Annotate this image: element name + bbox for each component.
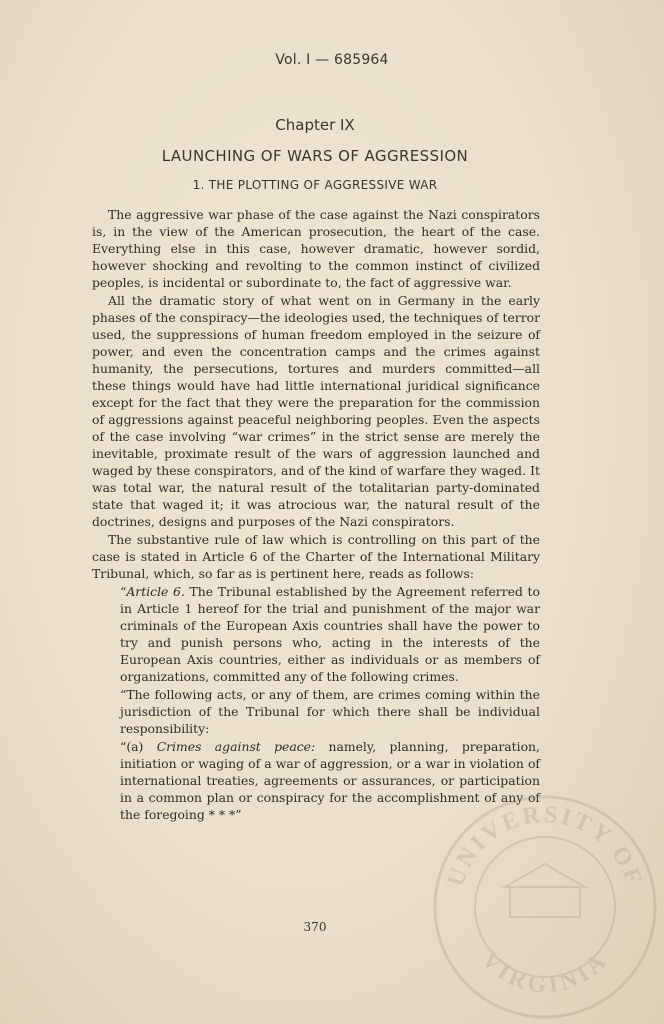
section-title: 1. THE PLOTTING OF AGGRESSIVE WAR: [192, 178, 438, 192]
charter-quote: [120, 583, 540, 823]
chapter-title: LAUNCHING OF WARS OF AGGRESSION: [161, 147, 469, 165]
volume-header: Vol. I — 685964: [275, 52, 389, 68]
seal-bottom-text: VIRGINIA: [476, 946, 614, 999]
seal-top-text: UNIVERSITY OF: [442, 801, 648, 890]
quote-text: The Tribunal established by the Agreement referred to in Article 1 hereof for the trial and punishment of the major war criminals of the European Axis countries shall have the power to try and punish persons who, acting in the interests of the European Axis countries, either as individuals or as members of organizations, committed any of the following crimes.: [120, 584, 540, 684]
svg-text:VIRGINIA: [476, 946, 614, 998]
body-text: [92, 206, 540, 824]
quote-paragraph: “The following acts, or any of them, are crimes coming within the jurisdiction of the Tribunal for which there shall be individual responsibility:: [120, 687, 540, 736]
paragraph: The aggressive war phase of the case against the Nazi conspirators is, in the view of the American prosecution, the heart of the case. Everything else in this case, however dramatic, however sordid, however shocking and revolting to the common instinct of civilized peoples, is incidental or subordinate to, the fact of aggressive war.: [92, 207, 540, 290]
paragraph: The substantive rule of law which is controlling on this part of the case is stated in Article 6 of the Charter of the International Military Tribunal, which, so far as is pertinent here, reads as follows:: [92, 532, 540, 581]
clause-label: “(a): [120, 739, 144, 754]
university-seal-watermark: [430, 792, 660, 1022]
quote-paragraph: [120, 583, 540, 685]
page-number: 370: [303, 920, 327, 934]
chapter-heading: Chapter IX: [275, 116, 355, 134]
quote-text: namely, planning, preparation, initiation or waging of a war of aggression, or a war in violation of international treaties, agreements or assurances, or participation in a common plan or conspiracy for the accomplishment of any of the foregoing * * *”: [120, 739, 540, 822]
quote-paragraph: [120, 738, 540, 823]
paragraph: All the dramatic story of what went on in Germany in the early phases of the conspiracy—the ideologies used, the techniques of terror used, the suppressions of human freedom employed in the seizure of power, and even the concentration camps and the crimes against humanity, the persecutions, tortures and murders committed—all these things would have had little international juridical significance except for the fact that they were the preparation for the commission of aggressions against peaceful neighboring peoples. Even the aspects of the case involving “war crimes” in the strict sense are merely the inevitable, proximate result of the wars of aggression launched and waged by these conspirators, and of the kind of warfare they waged. It was total war, the natural result of the totalitarian party-dominated state that waged it; it was atrocious war, the natural result of the doctrines, designs and purposes of the Nazi conspirators.: [92, 293, 540, 529]
article-label: Article 6.: [126, 584, 185, 599]
quote-open-mark: “: [120, 584, 127, 599]
crimes-against-peace-label: Crimes against peace:: [156, 739, 316, 754]
